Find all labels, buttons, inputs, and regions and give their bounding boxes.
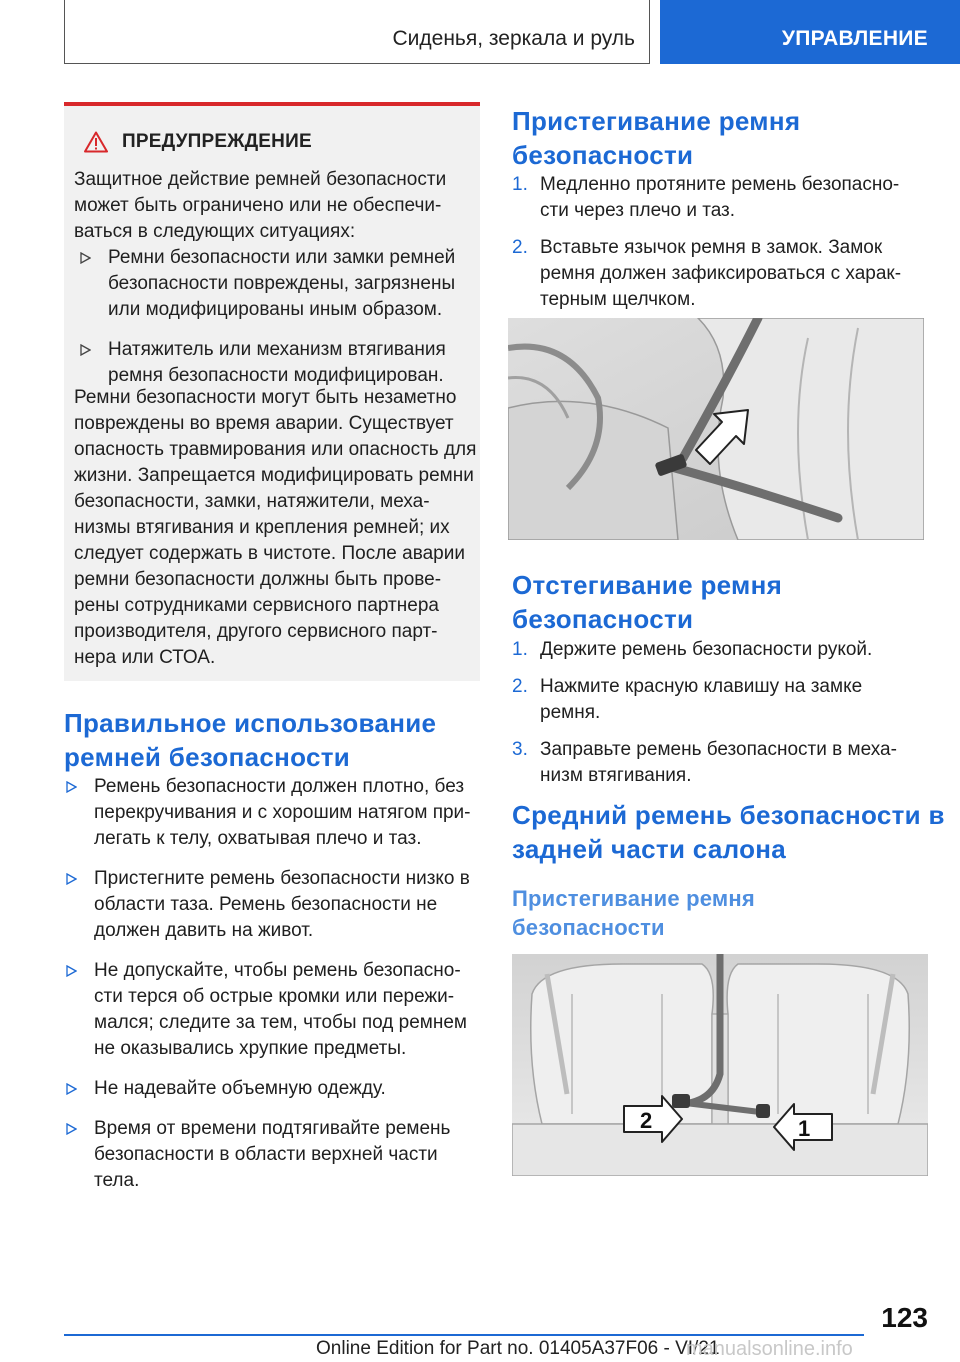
seatbelt-buckle-illustration [508,318,924,540]
rear-fastening-subheading: Пристегивание ремня безопасности [512,886,755,940]
list-item-text: Пристегните ремень безопасности низко в области таза. Ремень безопасности не должен давить на живот. [94,868,470,941]
warning-body: Ремни безопасности могут быть незаметно повреждены во время аварии. Существует опасность травмирования или опасность для жизни. Запрещается модифицировать ремни безопасности, замки, натяжители, меха-низмы втягивания и крепления ремней; их следует содержать в чистоте. После аварии ремни безопасности должны быть прове-рены сотрудниками сервисного партнера производителя, другого сервисного парт-нера или СТОА. [74,387,477,668]
list-item [66,866,480,944]
footer-watermark: manualsonline.info [686,1338,853,1360]
header-chapter-title: УПРАВЛЕНИЕ [781,27,928,50]
warning-heading [84,129,312,155]
list-item [512,737,924,789]
list-item [66,958,480,1062]
step-text: Заправьте ремень безопасности в меха-низм втягивания. [540,739,897,786]
figure-label-2: 2 [640,1108,653,1133]
step-number: 1. [512,639,528,660]
warning-title: ПРЕДУПРЕЖДЕНИЕ [122,131,312,152]
bullet-triangle-icon [66,965,77,977]
fastening-steps [512,172,924,324]
step-text: Медленно протяните ремень безопасно-сти через плечо и таз. [540,174,900,221]
figure-label-1: 1 [798,1116,811,1141]
list-item [80,337,476,389]
header-chapter-tab [660,0,960,64]
list-item [512,235,924,313]
step-text: Нажмите красную клавишу на замке ремня. [540,676,863,723]
list-item-text: Не допускайте, чтобы ремень безопасно-сти терся об острые кромки или пережи-мался; следите за тем, чтобы под ремнем не оказывались хрупкие предметы. [94,960,467,1059]
bullet-triangle-icon [80,344,91,356]
list-item [66,1116,480,1194]
header-section-box [64,0,650,64]
list-item-text: Время от времени подтягивайте ремень безопасности в области верхней части тела. [94,1118,451,1191]
bullet-triangle-icon [80,252,91,264]
warning-item-text: Натяжитель или механизм втягивания ремня безопасности модифицирован. [108,339,446,386]
page-number: 123 [881,1302,928,1333]
proper-use-list [66,774,480,1208]
bullet-triangle-icon [66,873,77,885]
step-number: 1. [512,174,528,195]
list-item-text: Ремень безопасности должен плотно, без перекручивания и с хорошим натягом при-легать к телу, охватывая плечо и таз. [94,776,471,849]
warning-list [80,245,476,403]
footer-edition: Online Edition for Part no. 01405A37F06 - VI/21 [316,1338,720,1359]
list-item-text: Не надевайте объемную одежду. [94,1078,386,1099]
warning-item-text: Ремни безопасности или замки ремней безопасности повреждены, загрязнены или модифицированы иным образом. [108,247,456,320]
unfastening-heading: Отстегивание ремня безопасности [512,570,783,634]
list-item [512,674,924,726]
unfastening-steps [512,637,924,800]
list-item [66,1076,480,1102]
list-item [66,774,480,852]
bullet-triangle-icon [66,1123,77,1135]
bullet-triangle-icon [66,781,77,793]
rear-belt-heading: Средний ремень безопасности в задней части салона [512,800,945,864]
header-section-title: Сиденья, зеркала и руль [392,27,635,50]
warning-triangle-icon [84,131,108,153]
step-text: Вставьте язычок ремня в замок. Замок ремня должен зафиксироваться с харак-терным щелчком. [540,237,902,310]
step-number: 2. [512,237,528,258]
step-text: Держите ремень безопасности рукой. [540,639,873,660]
fastening-heading: Пристегивание ремня безопасности [512,106,801,170]
step-number: 2. [512,676,528,697]
bullet-triangle-icon [66,1083,77,1095]
warning-intro: Защитное действие ремней безопасности может быть ограничено или не обеспечи-ваться в следующих ситуациях: [74,169,447,242]
proper-use-heading: Правильное использование ремней безопасности [64,708,437,772]
list-item [80,245,476,323]
footer-rule [64,1334,864,1336]
step-number: 3. [512,739,528,760]
list-item [512,172,924,224]
list-item [512,637,924,663]
rear-seatbelt-illustration [512,954,928,1176]
